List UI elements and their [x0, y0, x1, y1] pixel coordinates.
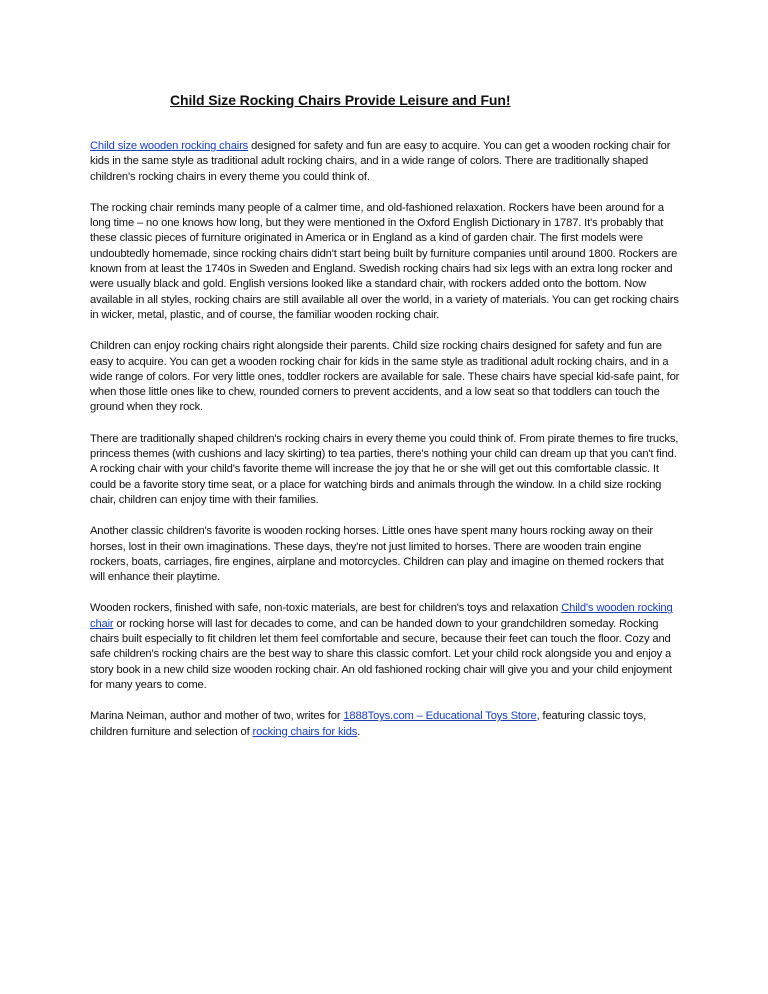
paragraph-6-text-after: or rocking horse will last for decades to come, and can be handed down to your grandchildren someday. Rocking chairs built especially to fit children let them feel comfortable and secure, because their feet can touch the floor. Cozy and safe children's rocking chairs are the best way to share this classic comfort. Let your child rock alongside you and enjoy a story book in a new child size wooden rocking chair. An old fashioned rocking chair will give you and your child enjoyment for many years to come. [90, 617, 672, 691]
paragraph-6 [90, 601, 680, 693]
paragraph-6-text-before: Wooden rockers, finished with safe, non-toxic materials, are best for children's toys and relaxation [90, 602, 562, 615]
paragraph-3: Children can enjoy rocking chairs right alongside their parents. Child size rocking chairs designed for safety and fun are easy to acquire. You can get a wooden rocking chair for kids in the same style as traditional adult rocking chairs, and in a wide range of colors. For very little ones, toddler rockers are available for sale. These chairs have special kid-safe paint, for when those little ones like to chew, rounded corners to prevent accidents, and a low seat so that toddlers can touch the ground when they rock. [90, 340, 680, 414]
1888toys-store-link[interactable]: 1888Toys.com – Educational Toys Store [343, 710, 537, 723]
paragraph-4: There are traditionally shaped children's rocking chairs in every theme you could think of. From pirate themes to fire trucks, princess themes (with cushions and lacy skirting) to tea parties, there's nothing your child can dream up that you can't find. A rocking chair with your child's favorite theme will increase the joy that he or she will get out this comfortable classic. It could be a favorite story time seat, or a place for watching birds and animals through the window. In a child size rocking chair, children can enjoy time with their families. [90, 432, 679, 506]
child-size-rocking-chairs-link[interactable]: Child size wooden rocking chairs [90, 140, 249, 152]
paragraph-7-text-middle: , featuring classic toys, children furniture and selection of [90, 710, 647, 738]
rocking-chairs-for-kids-link[interactable]: rocking chairs for kids [252, 725, 358, 738]
childs-wooden-rocking-chair-link[interactable]: Child's wooden rocking chair [90, 602, 673, 630]
page-title: Child Size Rocking Chairs Provide Leisure and Fun! [170, 92, 511, 108]
paragraph-7-text-before: Marina Neiman, author and mother of two, writes for [90, 710, 344, 723]
paragraph-7 [90, 709, 680, 740]
paragraph-5: Another classic children's favorite is wooden rocking horses. Little ones have spent many hours rocking away on their horses, lost in their own imaginations. These days, they're not just limited to horses. There are wooden train engine rockers, boats, carriages, fire engines, airplane and motorcycles. Children can play and imagine on themed rockers that will enhance their playtime. [90, 525, 664, 584]
paragraph-1-text: designed for safety and fun are easy to acquire. You can get a wooden rocking chair for kids in the same style as traditional adult rocking chairs, and in a wide range of colors. There are traditionally shaped children's rocking chairs in every theme you could think of. [90, 140, 671, 183]
paragraph-2: The rocking chair reminds many people of a calmer time, and old-fashioned relaxation. Rockers have been around for a long time – no one knows how long, but they were mentioned in the Oxford English Dictionary in 1787. It's probably that these classic pieces of furniture originated in America or in England as a kind of garden chair. The first models were undoubtedly homemade, since rocking chairs didn't start being built by furniture companies until around 1800. Rockers are known from at least the 1740s in Sweden and England. Swedish rocking chairs had six legs with an extra long rocker and were usually black and gold. English versions looked like a standard chair, with rockers added onto the bottom. Now available in all styles, rocking chairs are still available all over the world, in a variety of materials. You can get rocking chairs in wicker, metal, plastic, and of course, the familiar wooden rocking chair. [90, 201, 679, 321]
paragraph-1 [90, 139, 680, 185]
article-body [90, 139, 680, 756]
paragraph-7-text-after: . [357, 725, 361, 738]
